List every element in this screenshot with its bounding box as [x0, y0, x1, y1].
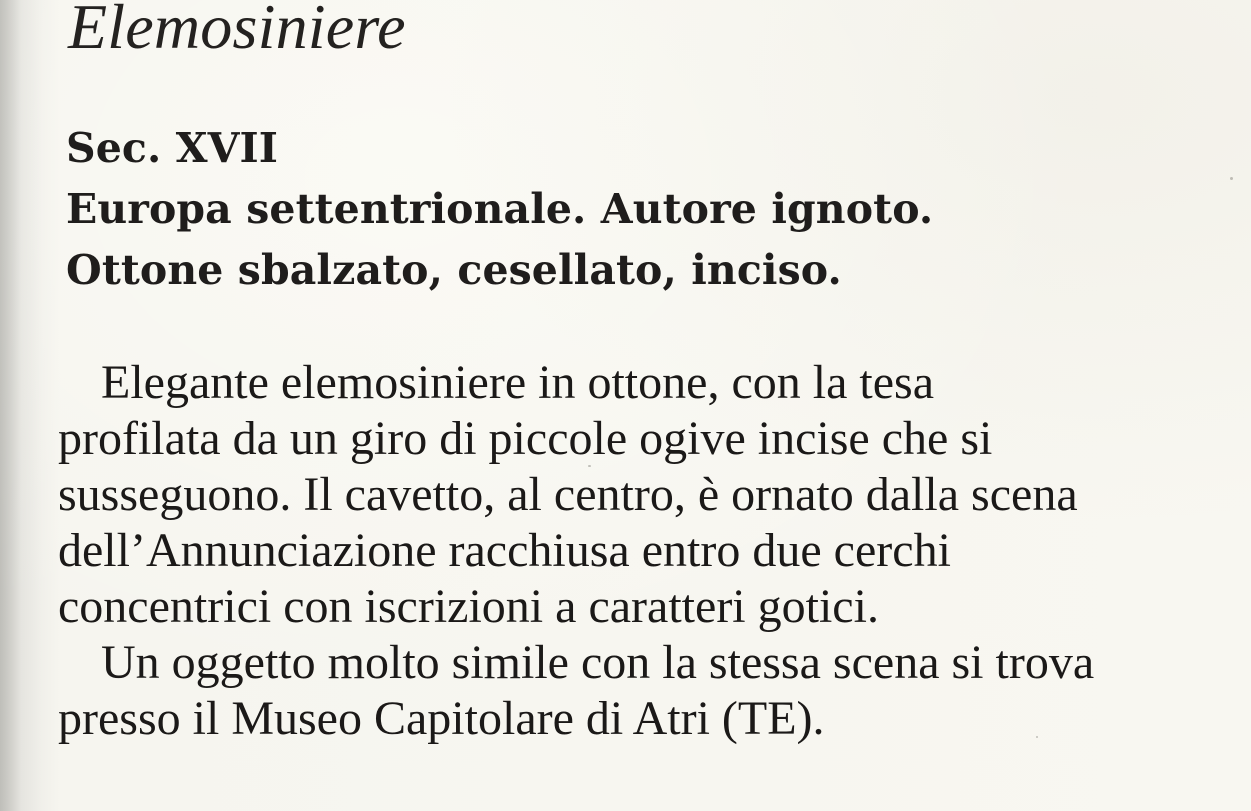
object-origin-author: Europa settentrionale. Autore ignoto.: [66, 185, 934, 233]
paper-speck: [1230, 177, 1233, 180]
description-line: presso il Museo Capitolare di Atri (TE).: [58, 692, 825, 745]
object-description: [58, 355, 1238, 747]
description-line: Elegante elemosiniere in ottone, con la tesa: [101, 356, 935, 409]
description-line: Un oggetto molto simile con la stessa scena si trova: [101, 636, 1095, 689]
description-line: dell’Annunciazione racchiusa entro due cerchi: [58, 524, 951, 577]
page-binding-shadow: [0, 0, 42, 811]
document-title: Elemosiniere: [68, 0, 406, 62]
description-line: susseguono. Il cavetto, al centro, è ornato dalla scena: [58, 468, 1078, 521]
object-material-technique: Ottone sbalzato, cesellato, inciso.: [66, 246, 842, 294]
description-line: profilata da un giro di piccole ogive incise che si: [58, 412, 993, 465]
paper-speck: [1036, 736, 1038, 738]
object-date: Sec. XVII: [66, 124, 279, 172]
description-line: concentrici con iscrizioni a caratteri gotici.: [58, 580, 879, 633]
object-metadata: [66, 118, 933, 301]
paper-speck: [588, 465, 591, 467]
